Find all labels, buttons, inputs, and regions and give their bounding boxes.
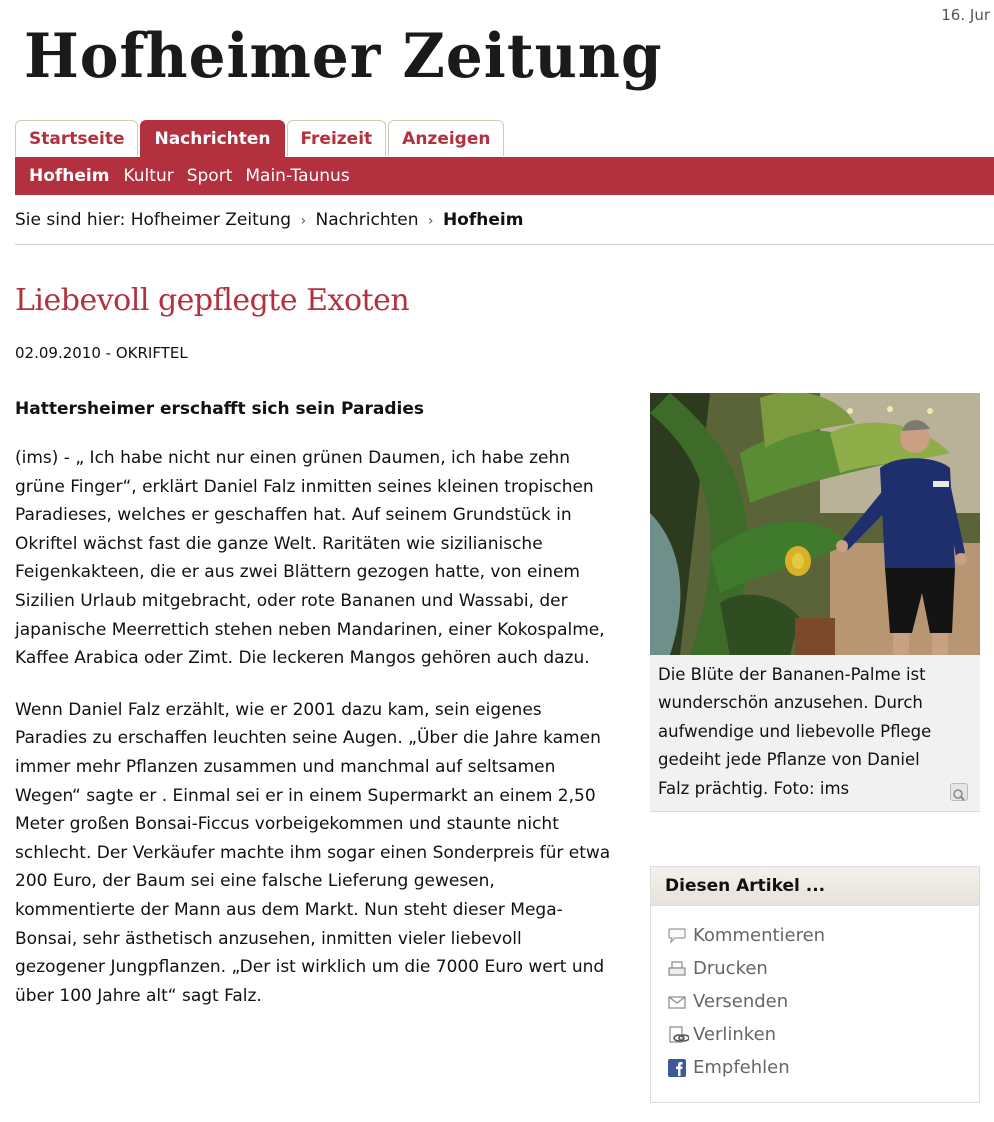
subnav-item-sport[interactable]: Sport (186, 166, 233, 186)
sub-navigation (15, 157, 994, 195)
tab-startseite[interactable]: Startseite (15, 120, 138, 156)
photo-illustration (650, 393, 980, 655)
subnav-item-hofheim[interactable]: Hofheim (29, 166, 110, 186)
action-recommend[interactable] (667, 1051, 965, 1084)
action-link[interactable] (667, 1018, 965, 1051)
action-print-label: Drucken (693, 958, 768, 979)
article-subheading: Hattersheimer erschafft sich sein Paradies (15, 399, 425, 419)
article-body (15, 395, 615, 1033)
breadcrumb-link-hofheimer-zeitung[interactable]: Hofheimer Zeitung (130, 210, 292, 230)
breadcrumb-link-nachrichten[interactable]: Nachrichten (315, 210, 419, 230)
action-comment[interactable] (667, 919, 965, 952)
tab-freizeit[interactable]: Freizeit (287, 120, 387, 156)
action-comment-label: Kommentieren (693, 925, 826, 946)
breadcrumb-prefix: Sie sind hier: (15, 210, 126, 230)
article-figure (650, 393, 980, 812)
photo-caption-text: Die Blüte der Bananen-Palme ist wunderschön anzusehen. Durch aufwendige und liebevolle Pflege gedeiht jede Pflanze von Daniel Falz prächtig. Foto: ims (658, 665, 932, 798)
action-recommend-label: Empfehlen (693, 1057, 790, 1078)
breadcrumb-current-hofheim: Hofheim (442, 210, 524, 230)
current-date: 16. Jur (941, 6, 990, 24)
article-photo[interactable] (650, 393, 980, 655)
article-headline: Liebevoll gepflegte Exoten (15, 283, 410, 318)
subnav-item-kultur[interactable]: Kultur (123, 166, 174, 186)
printer-icon (667, 960, 693, 978)
zoom-icon[interactable] (950, 783, 968, 801)
article-actions-list (651, 906, 979, 1102)
action-link-label: Verlinken (693, 1024, 777, 1045)
article-paragraph: Wenn Daniel Falz erzählt, wie er 2001 dazu kam, sein eigenes Paradies zu erschaffen leuchten seine Augen. „Über die Jahre kamen immer mehr Pflanzen zusammen und manchmal auf seltsamen Wegen“ sagte er . Einmal sei er in einem Supermarkt an einem 2,50 Meter großen Bonsai-Ficcus vorbeigekommen und staunte nicht schlecht. Der Verkäufer machte ihm sogar einen Sonderpreis für etwa 200 Euro, der Baum sei eine falsche Lieferung gewesen, kommentierte der Mann aus dem Markt. Nun steht dieser Mega-Bonsai, sehr ästhetisch anzusehen, inmitten vieler liebevoll gezogener Jungpflanzen. „Der ist wirklich um die 7000 Euro wert und über 100 Jahre alt“ sagt Falz. (15, 699, 611, 1006)
action-send[interactable] (667, 985, 965, 1018)
photo-caption (650, 655, 980, 811)
breadcrumb (15, 210, 994, 245)
envelope-icon (667, 993, 693, 1011)
subnav-item-main-taunus[interactable]: Main-Taunus (245, 166, 350, 186)
tab-anzeigen[interactable]: Anzeigen (388, 120, 504, 156)
main-nav-tabs (15, 120, 506, 157)
comment-icon (667, 927, 693, 945)
article-actions-box (650, 866, 980, 1103)
article-actions-title: Diesen Artikel ... (651, 867, 979, 906)
article-paragraph: (ims) - „ Ich habe nicht nur einen grünen Daumen, ich habe zehn grüne Finger“, erklärt Daniel Falz inmitten seines kleinen tropischen Paradieses, welches er geschaffen hat. Auf seinem Grundstück in Okriftel wächst fast die ganze Welt. Raritäten wie sizilianische Feigenkakteen, die er aus zwei Blättern gezogen hatte, von einem Sizilien Urlaub mitgebracht, oder rote Bananen und Wassabi, der japanische Meerrettich stehen neben Mandarinen, einer Kokospalme, Kaffee Arabica oder Zimt. Die leckeren Mangos gehören auch dazu. (15, 448, 605, 669)
action-print[interactable] (667, 952, 965, 985)
breadcrumb-separator: › (427, 213, 434, 229)
breadcrumb-separator: › (300, 213, 307, 229)
link-icon (667, 1026, 693, 1044)
action-send-label: Versenden (693, 991, 789, 1012)
article-dateline: 02.09.2010 - OKRIFTEL (15, 344, 188, 362)
site-masthead-logo[interactable]: Hofheimer Zeitung (24, 20, 663, 92)
tab-nachrichten[interactable]: Nachrichten (140, 120, 284, 157)
facebook-icon (667, 1058, 693, 1078)
